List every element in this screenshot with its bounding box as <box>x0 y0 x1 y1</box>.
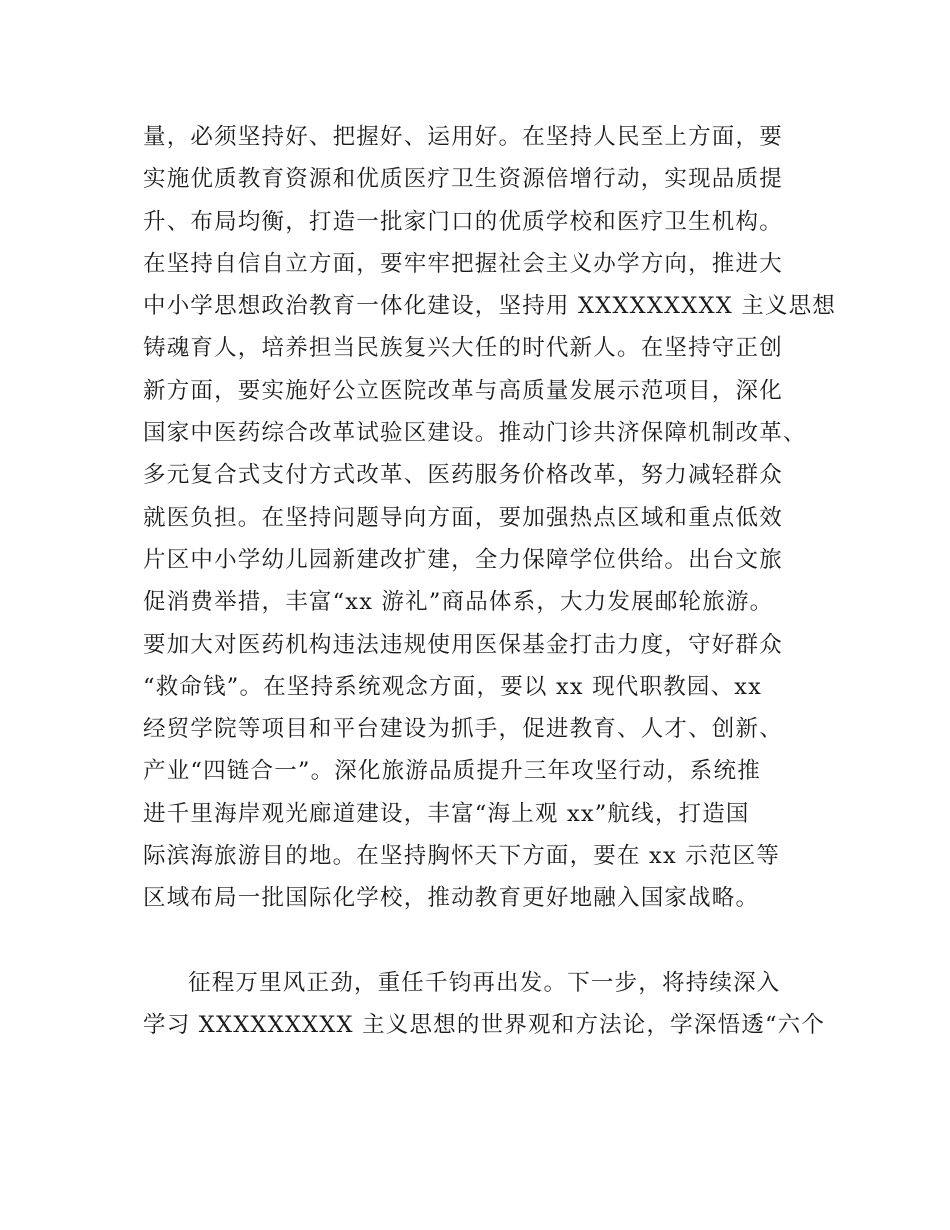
paragraph-1-line-3: 升、布局均衡，打造一批家门口的优质学校和医疗卫生机构。 <box>143 208 783 235</box>
paragraph-1-line-1: 量，必须坚持好、把握好、运用好。在坚持人民至上方面，要 <box>143 124 783 150</box>
paragraph-1-line-14: “救命钱”。在坚持系统观念方面，要以 xx 现代职教园、xx <box>143 673 763 700</box>
paragraph-1-line-18: 际滨海旅游目的地。在坚持胸怀天下方面，要在 xx 示范区等 <box>143 843 780 870</box>
paragraph-1-line-12: 促消费举措，丰富“xx 游礼”商品体系，大力发展邮轮旅游。 <box>143 589 774 616</box>
paragraph-1 <box>143 116 837 920</box>
paragraph-gap <box>143 920 823 962</box>
paragraph-1-line-8: 国家中医药综合改革试验区建设。推动门诊共济保障机制改革、 <box>143 420 807 447</box>
paragraph-2-line-1: 征程万里风正劲，重任千钧再出发。下一步，将持续深入 <box>188 969 781 996</box>
paragraph-1-line-13: 要加大对医药机构违法违规使用医保基金打击力度，守好群众 <box>143 631 783 658</box>
paragraph-1-line-7: 新方面，要实施好公立医院改革与高质量发展示范项目，深化 <box>143 377 783 404</box>
paragraph-1-line-19: 区域布局一批国际化学校，推动教育更好地融入国家战略。 <box>143 885 760 912</box>
paragraph-1-line-10: 就医负担。在坚持问题导向方面，要加强热点区域和重点低效 <box>143 504 783 531</box>
paragraph-1-line-5: 中小学思想政治教育一体化建设，坚持用 XXXXXXXXX 主义思想 <box>143 293 837 320</box>
paragraph-1-line-16: 产业“四链合一”。深化旅游品质提升三年攻坚行动，系统推 <box>143 758 761 785</box>
paragraph-1-line-15: 经贸学院等项目和平台建设为抓手，促进教育、人才、创新、 <box>143 716 783 743</box>
paragraph-1-line-6: 铸魂育人，培养担当民族复兴大任的时代新人。在坚持守正创 <box>143 335 783 362</box>
paragraph-2 <box>143 962 826 1047</box>
document-body <box>143 116 837 1047</box>
paragraph-1-line-4: 在坚持自信自立方面，要牢牢把握社会主义办学方向，推进大 <box>143 250 783 277</box>
paragraph-1-line-9: 多元复合式支付方式改革、医药服务价格改革，努力减轻群众 <box>143 462 783 489</box>
paragraph-2-line-2: 学习 XXXXXXXXX 主义思想的世界观和方法论，学深悟透“六个 <box>143 1012 826 1039</box>
paragraph-1-line-11: 片区中小学幼儿园新建改扩建，全力保障学位供给。出台文旅 <box>143 546 783 573</box>
paragraph-1-line-17: 进千里海岸观光廊道建设，丰富“海上观 xx”航线，打造国 <box>143 800 750 827</box>
paragraph-1-line-2: 实施优质教育资源和优质医疗卫生资源倍增行动，实现品质提 <box>143 166 783 193</box>
